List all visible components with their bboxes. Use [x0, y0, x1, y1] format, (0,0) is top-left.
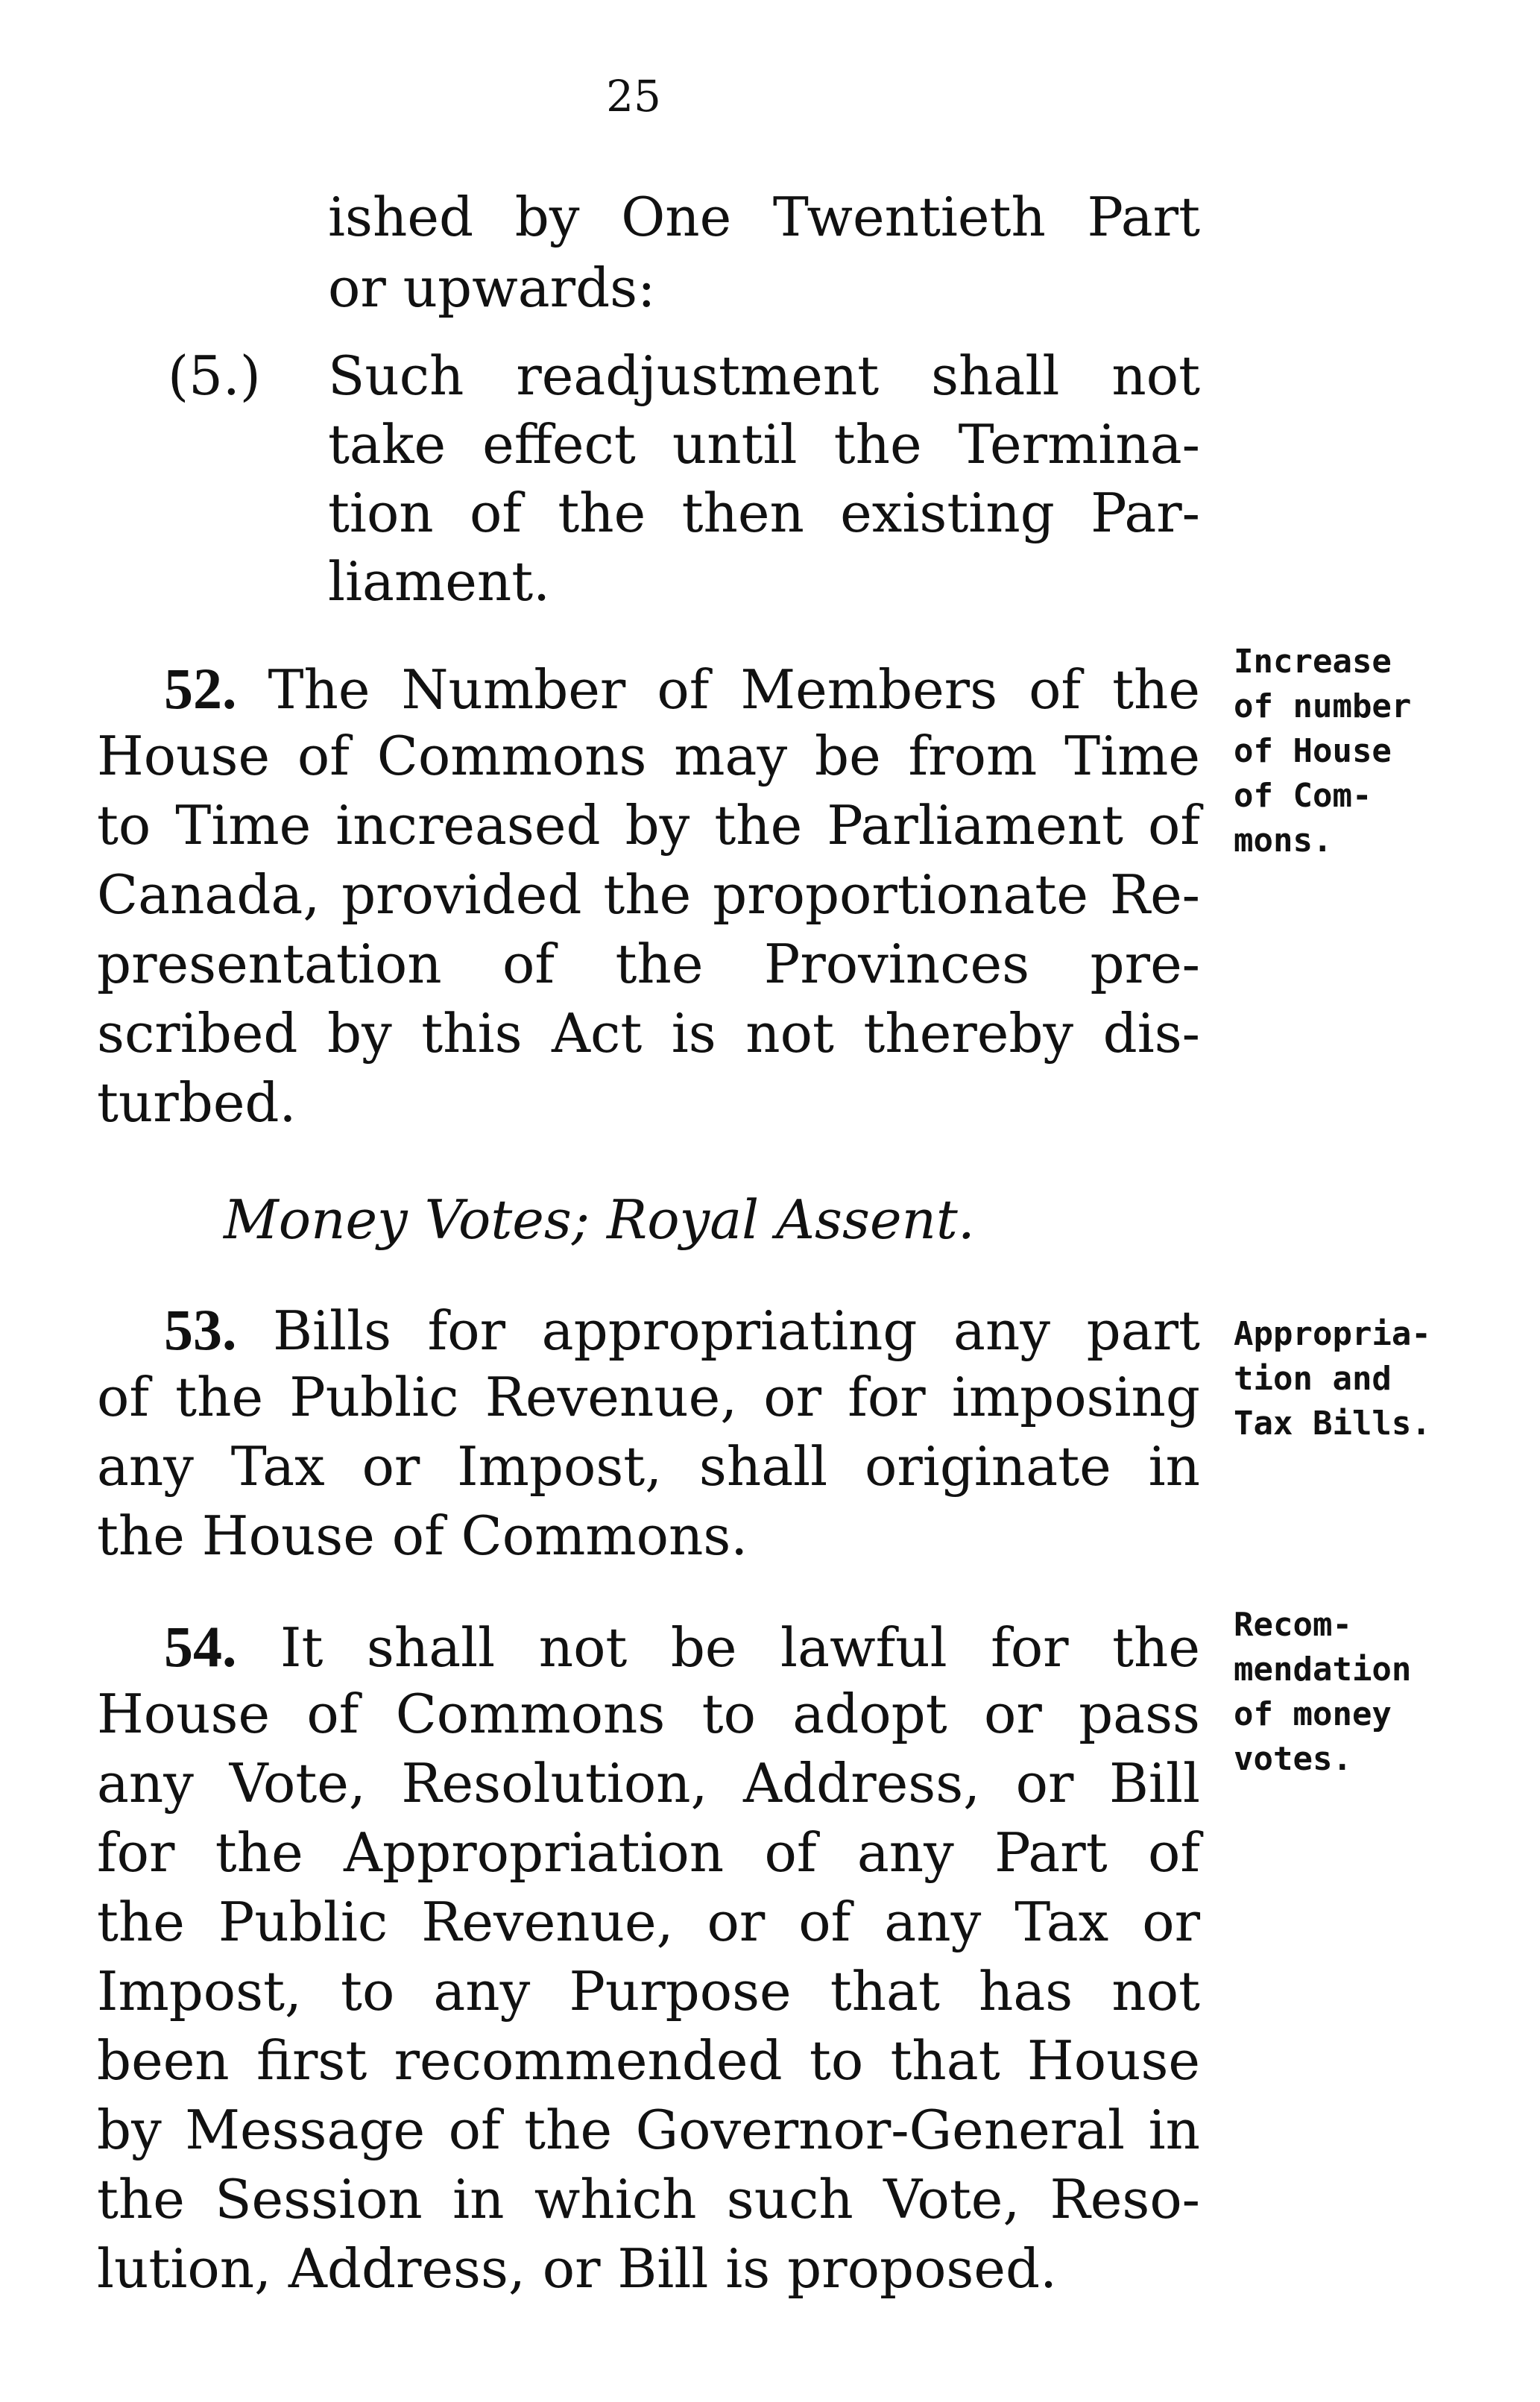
text-line: liament. — [328, 550, 551, 613]
text-line: Such readjustment shall not — [328, 344, 1200, 407]
section-number: 53. — [164, 1297, 237, 1362]
text-line: any Tax or Impost, shall originate in — [97, 1435, 1200, 1498]
margin-note-line: of number — [1234, 687, 1412, 725]
margin-note — [1234, 640, 1502, 863]
section-number: 54. — [164, 1614, 237, 1679]
margin-note-line: votes. — [1234, 1740, 1352, 1778]
section-first-line — [164, 1614, 1201, 1679]
margin-note-line: tion and — [1234, 1360, 1392, 1398]
text-line: Bills for appropriating any part — [273, 1299, 1200, 1362]
section-number: 52. — [164, 656, 237, 721]
margin-note-line: mons. — [1234, 822, 1333, 860]
text-line: by Message of the Governor-General in — [97, 2099, 1200, 2161]
text-line: The Number of Members of the — [268, 658, 1200, 721]
text-line: scribed by this Act is not thereby dis- — [97, 1002, 1200, 1065]
text-line: to Time increased by the Parliament of — [97, 794, 1200, 857]
margin-note-line: Appropria- — [1234, 1315, 1431, 1353]
text-line: presentation of the Provinces pre- — [97, 933, 1200, 995]
subsection-number: (5.) — [168, 344, 261, 407]
text-line: been first recommended to that House — [97, 2029, 1200, 2092]
text-line: for the Appropriation of any Part of — [97, 1821, 1200, 1884]
section-first-line — [164, 656, 1200, 721]
text-line: take effect until the Termina- — [328, 413, 1200, 476]
margin-note-line: of House — [1234, 732, 1392, 770]
margin-note-line: Tax Bills. — [1234, 1405, 1431, 1443]
text-line: tion of the then existing Par- — [328, 482, 1200, 544]
text-line: turbed. — [97, 1071, 297, 1134]
text-line: lution, Address, or Bill is proposed. — [97, 2237, 1057, 2300]
margin-note-line: of money — [1234, 1695, 1392, 1733]
text-line: any Vote, Resolution, Address, or Bill — [97, 1752, 1200, 1815]
margin-note — [1234, 1603, 1502, 1782]
section-first-line — [164, 1297, 1200, 1362]
margin-note-line: mendation — [1234, 1651, 1412, 1689]
text-line: the House of Commons. — [97, 1504, 748, 1567]
text-line: the Public Revenue, or of any Tax or — [97, 1891, 1200, 1953]
text-line: of the Public Revenue, or for imposing — [97, 1366, 1200, 1428]
page-number: 25 — [606, 71, 661, 122]
text-line: Impost, to any Purpose that has not — [97, 1960, 1200, 2023]
text-line: the Session in which such Vote, Reso- — [97, 2168, 1200, 2231]
text-line: House of Commons may be from Time — [97, 725, 1200, 787]
text-line: or upwards: — [328, 256, 656, 319]
text-line: It shall not be lawful for the — [280, 1616, 1201, 1679]
text-line: ished by One Twentieth Part — [328, 186, 1200, 248]
margin-note-line: Recom- — [1234, 1606, 1352, 1644]
text-line: Canada, provided the proportionate Re- — [97, 863, 1200, 926]
margin-note — [1234, 1312, 1502, 1446]
text-line: House of Commons to adopt or pass — [97, 1683, 1200, 1745]
margin-note-line: Increase — [1234, 643, 1392, 681]
section-heading: Money Votes; Royal Assent. — [224, 1188, 975, 1251]
margin-note-line: of Com- — [1234, 777, 1372, 815]
